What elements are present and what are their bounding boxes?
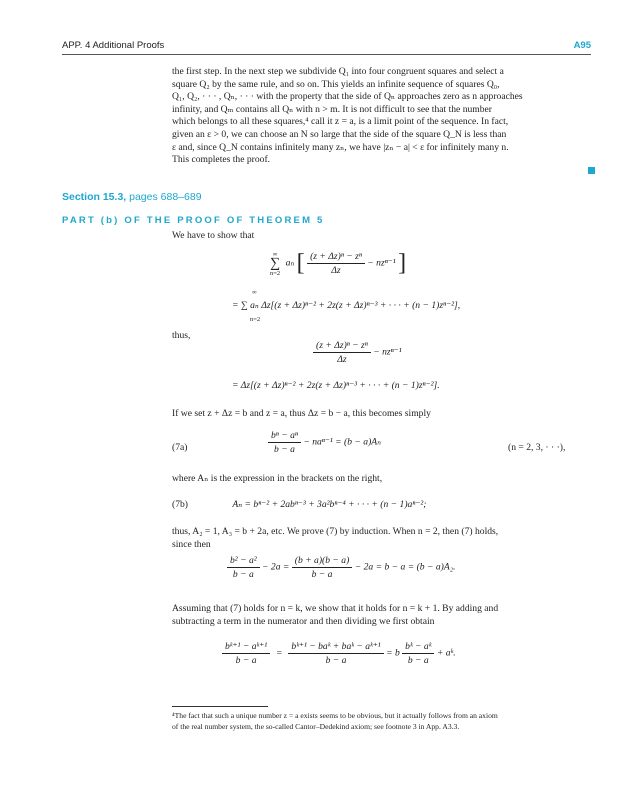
coefficient: aₙ bbox=[285, 257, 295, 269]
fraction: $\frac{\text{(z + Δz)ⁿ − zⁿ}}{\Delta z}$ bbox=[313, 340, 371, 365]
intro-line: Q₁, Q₂, · · · , Qₙ, · · · with the property that the side of Qₙ approaches zero as n approaches bbox=[172, 91, 523, 103]
fraction: $\frac{\text{bᵏ⁺¹ − aᵏ⁺¹}}{b - a}$ bbox=[222, 641, 270, 666]
footnote bbox=[172, 711, 587, 732]
equation-8: $\frac{\text{b² − a²}}{b - a}$ − 2a = $\frac{(b + a)(b - a)}{b - a}$ − 2a = b − a = (b − a)A₂. bbox=[227, 555, 455, 580]
show-text: We have to show that bbox=[172, 230, 255, 241]
intro-line: ε and, since Q_N contains infinitely many zₙ, we have |zₙ − a| < ε for infinitely many n. bbox=[172, 141, 509, 153]
fraction: $\frac{\text{bᵏ − aᵏ}}{b - a}$ bbox=[402, 641, 434, 666]
text-line: Assuming that (7) holds for n = k, we show that it holds for n = k + 1. By adding and bbox=[172, 603, 499, 614]
sum-operator: ∞ ∑ n=2 bbox=[270, 250, 281, 277]
footnote-line: of the real number system, the so-called Cantor–Dedekind axiom; see footnote 3 in App. A3.3. bbox=[172, 721, 460, 731]
equation-7b bbox=[172, 499, 427, 510]
sum-top-limit: ∞ bbox=[252, 289, 257, 296]
where-text: where Aₙ is the expression in the brackets on the right, bbox=[172, 473, 383, 484]
equation-tail: + aᵏ. bbox=[436, 647, 456, 659]
equation-4: = Δz[(z + Δz)ⁿ⁻² + 2z(z + Δz)ⁿ⁻³ + · · · + (n − 1)zⁿ⁻²]. bbox=[232, 380, 440, 391]
equation-label: (7a) bbox=[172, 442, 188, 453]
text-line: subtracting a term in the numerator and then dividing we first obtain bbox=[172, 615, 435, 627]
equation-1: ∞ ∑ n=2 aₙ [ $\frac{\text{(z + Δz)ⁿ − zⁿ}}{\Delta z}$ − nzⁿ⁻¹ ] bbox=[270, 250, 407, 277]
sum-bottom-limit: n=2 bbox=[250, 316, 261, 323]
intro-line: This completes the proof. bbox=[172, 154, 271, 166]
text-line: since then bbox=[172, 538, 211, 550]
running-header bbox=[62, 40, 591, 54]
fraction: $\frac{\text{(z + Δz)ⁿ − zⁿ}}{\Delta z}$ bbox=[307, 251, 365, 276]
header-left: APP. 4 Additional Proofs bbox=[62, 40, 165, 51]
equation-tail: − nzⁿ⁻¹ bbox=[367, 257, 396, 269]
page-number: A95 bbox=[573, 40, 591, 51]
equation-tail: − naⁿ⁻¹ = (b − a)Aₙ bbox=[303, 436, 382, 448]
equation-2: = ∑ aₙ Δz[(z + Δz)ⁿ⁻² + 2z(z + Δz)ⁿ⁻³ + · · · + (n − 1)zⁿ⁻²], bbox=[232, 300, 461, 311]
fraction: $\frac{\text{bᵏ⁺¹ − baᵏ + baᵏ − aᵏ⁺¹}}{b - a}$ bbox=[288, 641, 383, 666]
intro-line: given an ε > 0, we can choose an N so large that the side of the square Q_N is less than bbox=[172, 128, 507, 140]
footnote-rule bbox=[172, 706, 268, 707]
thus-paragraph bbox=[172, 526, 587, 551]
intro-line: the first step. In the next step we subdivide Q₁ into four congruent squares and select a bbox=[172, 66, 504, 77]
equation-range: (n = 2, 3, · · ·), bbox=[508, 442, 566, 453]
section-pages: pages 688–689 bbox=[129, 191, 202, 203]
equation-tail: − nzⁿ⁻¹ bbox=[373, 346, 402, 358]
equation-expression: Aₙ = bⁿ⁻² + 2abⁿ⁻³ + 3a²bⁿ⁻⁴ + · · · + (n − 1)aⁿ⁻²; bbox=[232, 499, 427, 510]
equation-tail: − 2a = b − a = (b − a)A₂. bbox=[354, 561, 456, 573]
fraction: $\frac{\text{b² − a²}}{b - a}$ bbox=[227, 555, 260, 580]
qed-square-icon bbox=[588, 167, 595, 174]
section-title: Section 15.3, bbox=[62, 191, 127, 203]
equation-9: $\frac{\text{bᵏ⁺¹ − aᵏ⁺¹}}{b - a}$ = $\frac{\text{bᵏ⁺¹ − baᵏ + baᵏ − aᵏ⁺¹}}{b - a}$ = b $\frac{\text{bᵏ − aᵏ}}{b - a}$ + aᵏ. bbox=[222, 641, 456, 666]
fraction: $\frac{(b + a)(b - a)}{b - a}$ bbox=[292, 555, 353, 580]
text-line: thus, A₂ = 1, A₃ = b + 2a, etc. We prove (7) by induction. When n = 2, then (7) holds, bbox=[172, 526, 499, 537]
footnote-line: ⁴The fact that such a unique number z = a exists seems to be obvious, but it actually follows from an axiom bbox=[172, 711, 498, 720]
intro-line: square Q₂ by the same rule, and so on. This yields an infinite sequence of squares Q₀, bbox=[172, 78, 500, 90]
intro-line: infinity, and Qₘ contains all Qₙ with n > m. It is not difficult to see that the number bbox=[172, 103, 492, 115]
equation-3 bbox=[313, 340, 402, 365]
equation-label: (7b) bbox=[172, 499, 188, 510]
thus-text: thus, bbox=[172, 330, 191, 341]
header-rule bbox=[62, 54, 591, 55]
section-heading bbox=[62, 191, 202, 203]
set-text: If we set z + Δz = b and z = a, thus Δz = b − a, this becomes simply bbox=[172, 408, 431, 419]
intro-paragraph bbox=[172, 66, 587, 167]
part-heading: PART (b) OF THE PROOF OF THEOREM 5 bbox=[62, 215, 325, 226]
assume-paragraph bbox=[172, 603, 587, 628]
intro-line: which belongs to all these squares,⁴ call it z = a, is a limit point of the sequence. In fact, bbox=[172, 116, 509, 128]
fraction: $\frac{\text{bⁿ − aⁿ}}{b - a}$ bbox=[268, 430, 301, 455]
